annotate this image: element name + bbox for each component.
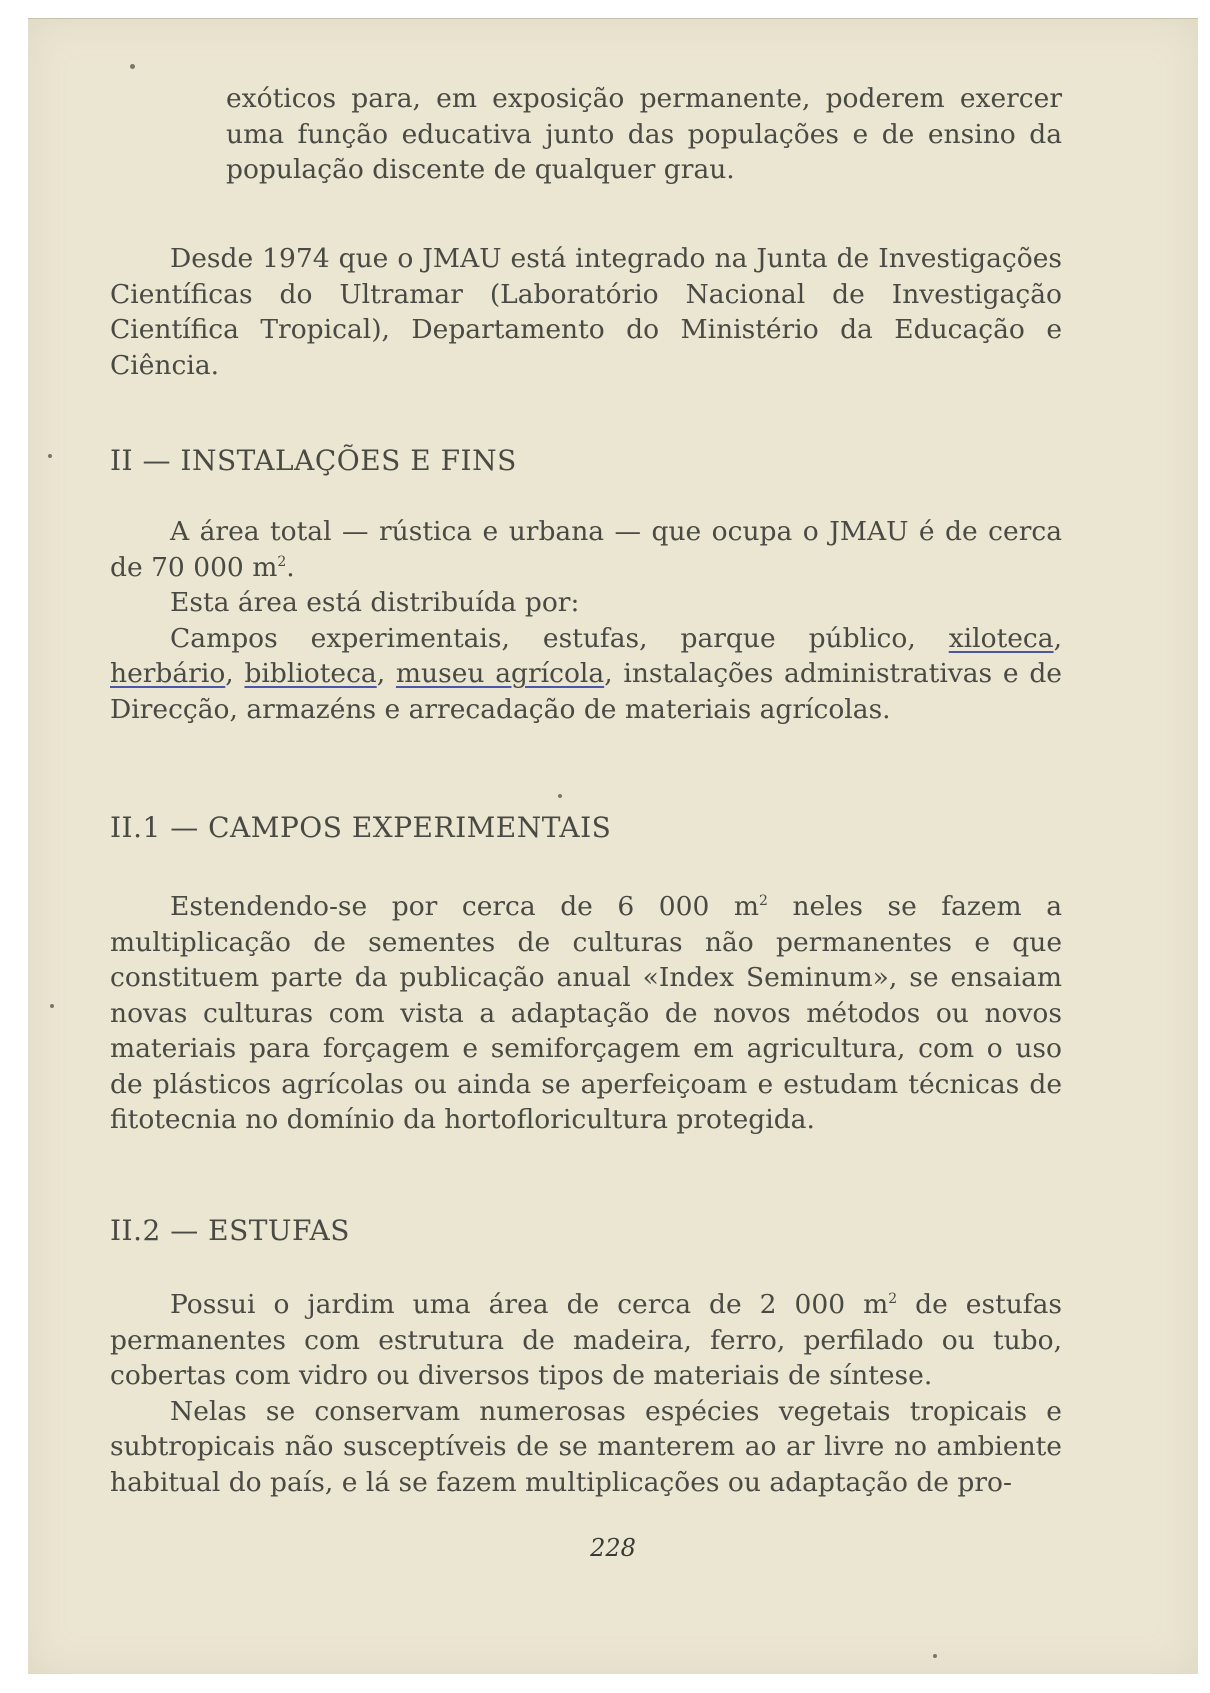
area-distribution-list: Campos experimentais, estufas, parque público, xiloteca, herbário, biblioteca, museu agrícola, instalações administrativas e de Direcção, armazéns e arrecadação de materiais agrícolas.: [110, 622, 1062, 725]
section2-body: [110, 514, 1062, 727]
intro-paragraph-block: [110, 81, 1062, 188]
section-heading-estufas: II.2 — ESTUFAS: [110, 1214, 350, 1247]
estufas-paragraph-1: Possui o jardim uma área de cerca de 2 000 $m^2$ de estufas permanentes com estrutura de madeira, ferro, perfilado ou tubo, cobertas com vidro ou diversos tipos de materiais de síntese.: [110, 1289, 1062, 1391]
section-heading-instalacoes: II — INSTALAÇÕES E FINS: [110, 444, 517, 477]
section22-body: [110, 1287, 1062, 1500]
desde-paragraph: Desde 1974 que o JMAU está integrado na Junta de Investigações Científicas do Ultramar (Laboratório Nacional de Investigação Científica Tropical), Departamento do Ministério da Educação e Ciência.: [110, 243, 1062, 381]
biblioteca-underlined: biblioteca: [244, 658, 377, 689]
section-heading-campos: II.1 — CAMPOS EXPERIMENTAIS: [110, 811, 612, 844]
area-total-paragraph: A área total — rústica e urbana — que ocupa o JMAU é de cerca de 70 000 $m^2$.: [110, 516, 1062, 583]
museu-agricola-underlined: museu agrícola: [395, 658, 605, 689]
document-page: [28, 18, 1198, 1674]
paper-speck: [933, 1654, 937, 1658]
xiloteca-underlined: xiloteca: [948, 622, 1054, 654]
paper-speck: [558, 794, 562, 798]
section21-body: [110, 889, 1062, 1138]
paper-speck: [50, 1004, 54, 1008]
page-number: 228: [590, 1534, 636, 1562]
estufas-paragraph-2: Nelas se conservam numerosas espécies vegetais tropicais e subtropicais não susceptíveis de se manterem ao ar livre no ambiente habitual do país, e lá se fazem multiplicações ou adaptação de pro-: [110, 1395, 1062, 1498]
area-distribution-intro: Esta área está distribuída por:: [170, 587, 580, 618]
intro-paragraph: exóticos para, em exposição permanente, poderem exercer uma função educativa junto das populações e de ensino da população discente de qualquer grau.: [226, 83, 1062, 185]
paper-speck: [130, 64, 135, 69]
paper-speck: [48, 454, 52, 458]
herbario-underlined: herbário: [110, 658, 226, 689]
desde-paragraph-block: [110, 241, 1062, 383]
campos-paragraph: Estendendo-se por cerca de 6 000 $m^2$ neles se fazem a multiplicação de sementes de culturas não permanentes e que constituem parte da publicação anual «Index Seminum», se ensaiam novas culturas com vista a adaptação de novos métodos ou novos materiais para forçagem e semiforçagem em agricultura, com o uso de plásticos agrícolas ou ainda se aperfeiçoam e estudam técnicas de fitotecnia no domínio da hortofloricultura protegida.: [110, 891, 1062, 1135]
